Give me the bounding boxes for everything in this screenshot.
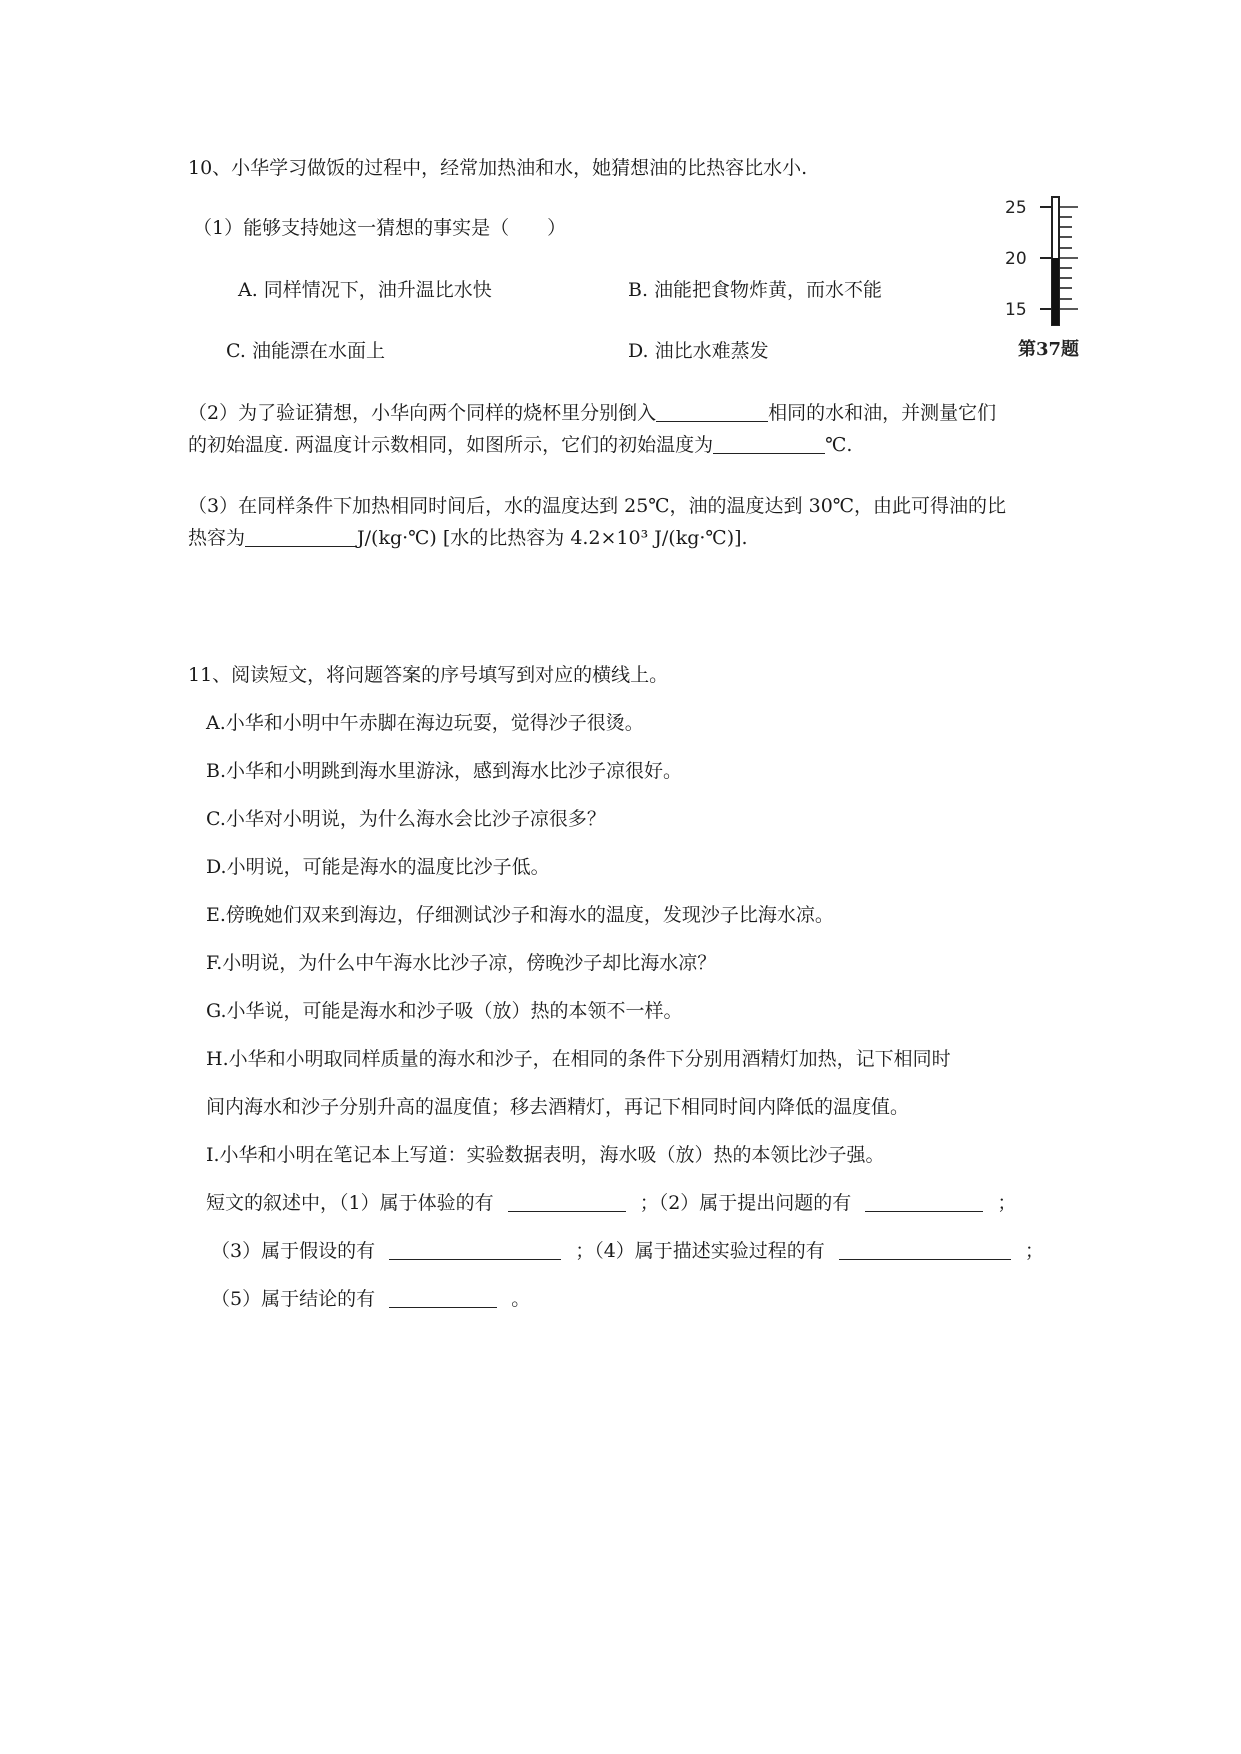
tick-label-20: 20 bbox=[1005, 249, 1027, 269]
q11-s1-label: 短文的叙述中，（1）属于体验的有 bbox=[206, 1192, 494, 1214]
answer-blank-conclusion[interactable] bbox=[389, 1287, 497, 1308]
answer-blank-initial-temp[interactable] bbox=[713, 433, 825, 454]
figure-caption: 第37题 bbox=[1018, 339, 1080, 360]
q11-item-h-line2: 间内海水和沙子分别升高的温度值；移去酒精灯，再记下相同时间内降低的温度值。 bbox=[206, 1096, 910, 1118]
q10-part2-text-c: 的初始温度. 两温度计示数相同，如图所示，它们的初始温度为 bbox=[188, 434, 714, 456]
q10-option-d: D. 油比水难蒸发 bbox=[628, 340, 769, 362]
q11-s5-label: （5）属于结论的有 bbox=[211, 1288, 376, 1310]
q11-item-h-line1: H.小华和小明取同样质量的海水和沙子，在相同的条件下分别用酒精灯加热，记下相同时 bbox=[206, 1048, 951, 1070]
q10-part3-text-c: J/(kg·℃) [水的比热容为 4.2×10³ J/(kg·℃)]. bbox=[357, 527, 748, 549]
answer-blank-experiment[interactable] bbox=[839, 1239, 1011, 1260]
q11-s4-label: ；（4）属于描述实验过程的有 bbox=[575, 1240, 825, 1262]
answer-blank-question[interactable] bbox=[865, 1191, 983, 1212]
thermometer-liquid bbox=[1052, 258, 1059, 325]
answer-blank-specific-heat[interactable] bbox=[245, 526, 357, 547]
answer-blank-volume[interactable] bbox=[656, 401, 768, 422]
q11-s3-label: （3）属于假设的有 bbox=[211, 1240, 376, 1262]
answer-blank-experience[interactable] bbox=[508, 1191, 626, 1212]
q11-item-g: G.小华说，可能是海水和沙子吸（放）热的本领不一样。 bbox=[206, 1000, 683, 1022]
q11-answer-line3 bbox=[211, 1286, 530, 1312]
q11-s2-label: ；（2）属于提出问题的有 bbox=[639, 1192, 852, 1214]
thermometer-icon bbox=[1000, 195, 1100, 365]
q11-item-c: C.小华对小明说，为什么海水会比沙子凉很多？ bbox=[206, 808, 606, 830]
q10-part2-line1 bbox=[188, 400, 996, 426]
q11-item-i: I.小华和小明在笔记本上写道：实验数据表明，海水吸（放）热的本领比沙子强。 bbox=[206, 1144, 885, 1166]
answer-blank-hypothesis[interactable] bbox=[389, 1239, 561, 1260]
q10-title: 10、小华学习做饭的过程中，经常加热油和水，她猜想油的比热容比水小. bbox=[188, 157, 808, 179]
q10-option-c: C. 油能漂在水面上 bbox=[226, 340, 385, 362]
q10-part3-line1: （3）在同样条件下加热相同时间后，水的温度达到 25℃，油的温度达到 30℃，由此可得油的比 bbox=[188, 495, 1007, 517]
thermometer-ticks bbox=[1059, 207, 1078, 309]
q10-part2-text-b: 相同的水和油，并测量它们 bbox=[768, 402, 997, 424]
q10-part1: （1）能够支持她这一猜想的事实是（ ） bbox=[193, 217, 567, 239]
q11-answer-line1 bbox=[206, 1190, 1016, 1216]
q10-option-a: A. 同样情况下，油升温比水快 bbox=[238, 279, 492, 301]
q11-item-e: E.傍晚她们双来到海边，仔细测试沙子和海水的温度，发现沙子比海水凉。 bbox=[206, 904, 834, 926]
q10-part3-line2 bbox=[188, 525, 748, 551]
q11-title: 11、阅读短文，将问题答案的序号填写到对应的横线上。 bbox=[188, 664, 669, 686]
q10-part3-text-b: 热容为 bbox=[188, 527, 246, 549]
q11-item-a: A.小华和小明中午赤脚在海边玩耍，觉得沙子很烫。 bbox=[206, 712, 644, 734]
q11-item-d: D.小明说，可能是海水的温度比沙子低。 bbox=[206, 856, 550, 878]
q10-part2-text-a: （2）为了验证猜想，小华向两个同样的烧杯里分别倒入 bbox=[188, 402, 657, 424]
q11-answer-line2 bbox=[211, 1238, 1044, 1264]
q10-option-b: B. 油能把食物炸黄，而水不能 bbox=[628, 279, 883, 301]
q11-item-f: F.小明说，为什么中午海水比沙子凉，傍晚沙子却比海水凉？ bbox=[206, 952, 717, 974]
tick-label-25: 25 bbox=[1005, 198, 1027, 218]
thermometer-figure bbox=[1000, 195, 1100, 365]
q11-item-b: B.小华和小明跳到海水里游泳，感到海水比沙子凉很好。 bbox=[206, 760, 683, 782]
q11-s4-end: ； bbox=[1024, 1240, 1044, 1262]
q10-part2-line2 bbox=[188, 432, 852, 458]
q10-part2-text-d: ℃. bbox=[825, 434, 853, 456]
q11-s2-end: ； bbox=[997, 1192, 1017, 1214]
tick-label-15: 15 bbox=[1005, 300, 1027, 320]
q11-s5-end: 。 bbox=[511, 1288, 531, 1310]
